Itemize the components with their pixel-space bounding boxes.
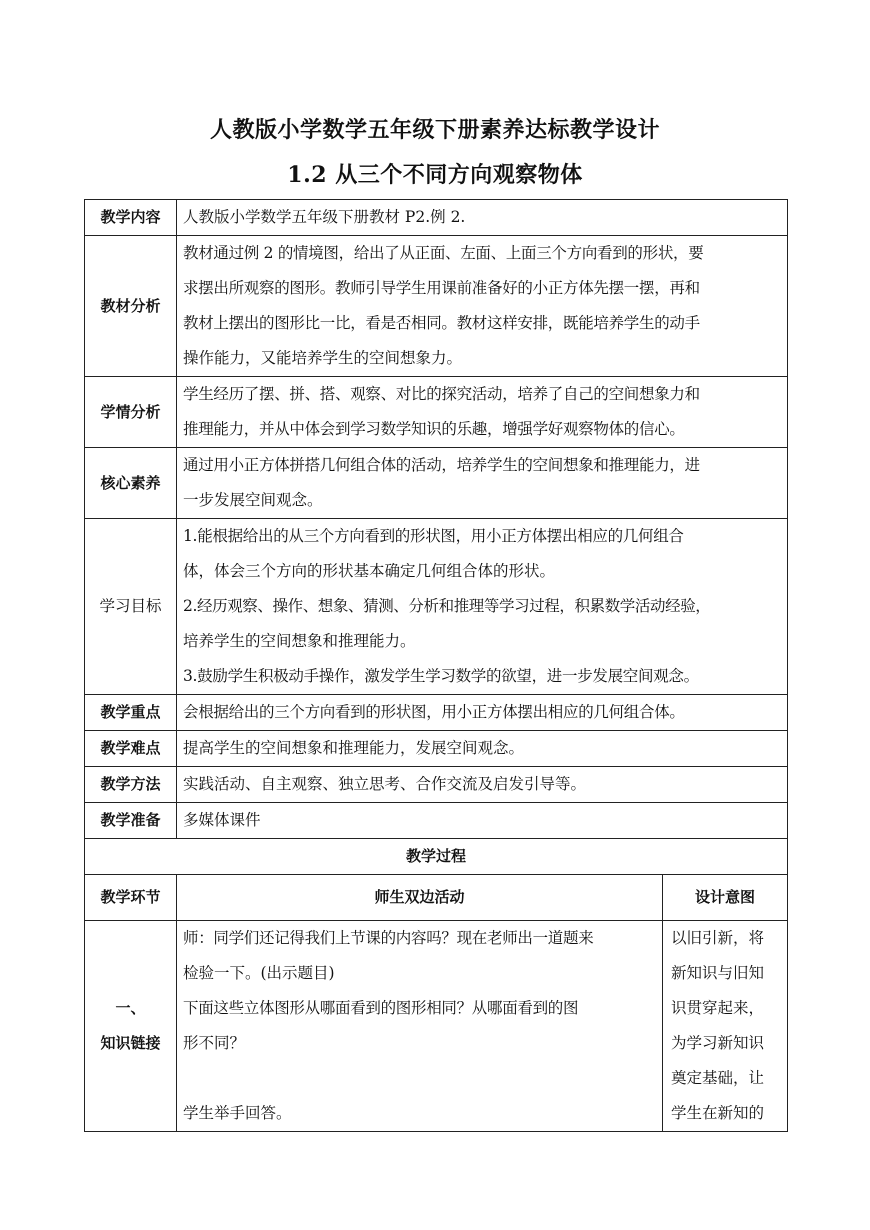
text-line: 识贯穿起来，: [671, 999, 765, 1017]
text-line: 学生举手回答。: [183, 1104, 292, 1122]
text-line: 一步发展空间观念。: [183, 491, 323, 509]
row-preparation: [85, 803, 788, 839]
row-text: [177, 236, 788, 377]
text-line: 提高学生的空间想象和推理能力，发展空间观念。: [183, 739, 525, 757]
row-text: [177, 448, 788, 519]
text-line: [183, 1061, 656, 1096]
text-line: 通过用小正方体拼搭几何组合体的活动，培养学生的空间想象和推理能力，进: [183, 456, 700, 474]
text-line: 实践活动、自主观察、独立思考、合作交流及启发引导等。: [183, 775, 587, 793]
row-methods: [85, 767, 788, 803]
text-line: 学生经历了摆、拼、搭、观察、对比的探究活动，培养了自己的空间想象力和: [183, 385, 700, 403]
lesson-plan-table: [84, 199, 788, 1132]
text-line: 会根据给出的三个方向看到的形状图，用小正方体摆出相应的几何组合体。: [183, 703, 685, 721]
stage-number: 一、: [115, 999, 146, 1017]
text-line: 师：同学们还记得我们上节课的内容吗？现在老师出一道题来: [183, 929, 594, 947]
stage-intent: [663, 921, 788, 1132]
row-label: 教学准备: [85, 803, 177, 839]
text-line: 体，体会三个方向的形状基本确定几何组合体的形状。: [183, 562, 556, 580]
text-line: 下面这些立体图形从哪面看到的图形相同？从哪面看到的图: [183, 999, 579, 1017]
text-line: 培养学生的空间想象和推理能力。: [183, 632, 416, 650]
text-line: 操作能力，又能培养学生的空间想象力。: [183, 349, 463, 367]
text-line: 3.鼓励学生积极动手操作，激发学生学习数学的欲望，进一步发展空间观念。: [183, 667, 699, 685]
row-label: 教学内容: [85, 200, 177, 236]
col-activity-header: 师生双边活动: [177, 875, 663, 921]
text-line: 新知识与旧知: [671, 964, 765, 982]
row-content: [85, 200, 788, 236]
stage-activity: [177, 921, 663, 1132]
text-line: 形不同？: [183, 1034, 246, 1052]
text-line: 教材通过例 2 的情境图，给出了从正面、左面、上面三个方向看到的形状，要: [183, 244, 704, 262]
row-difficulties: [85, 731, 788, 767]
text-line: 人教版小学数学五年级下册教材 P2.例 2.: [183, 208, 466, 226]
stage-name: 知识链接: [100, 1034, 161, 1052]
lesson-title: 1.2 从三个不同方向观察物体: [287, 162, 583, 188]
text-line: 以旧引新，将: [671, 929, 765, 947]
text-line: 求摆出所观察的图形。教师引导学生用课前准备好的小正方体先摆一摆，再和: [183, 279, 700, 297]
row-textbook-analysis: [85, 236, 788, 377]
col-stage-header: 教学环节: [85, 875, 177, 921]
row-learning-goals: [85, 519, 788, 695]
text-line: 教材上摆出的图形比一比，看是否相同。教材这样安排，既能培养学生的动手: [183, 314, 700, 332]
text-line: 推理能力，并从中体会到学习数学知识的乐趣，增强学好观察物体的信心。: [183, 420, 685, 438]
row-text: [177, 519, 788, 695]
col-intent-header: 设计意图: [663, 875, 788, 921]
row-text: [177, 731, 788, 767]
text-line: 检验一下。(出示题目): [183, 964, 335, 982]
row-text: [177, 695, 788, 731]
row-label: 教学难点: [85, 731, 177, 767]
row-key-points: [85, 695, 788, 731]
text-line: 1.能根据给出的从三个方向看到的形状图，用小正方体摆出相应的几何组合: [183, 527, 684, 545]
row-label: 核心素养: [85, 448, 177, 519]
stage-label: [85, 921, 177, 1132]
row-label: 教学重点: [85, 695, 177, 731]
row-stage-1: [85, 921, 788, 1132]
text-line: 为学习新知识: [671, 1034, 765, 1052]
document-title: 人教版小学数学五年级下册素养达标教学设计: [209, 117, 660, 143]
row-text: [177, 200, 788, 236]
row-label: 学习目标: [85, 519, 177, 695]
text-line: 2.经历观察、操作、想象、猜测、分析和推理等学习过程，积累数学活动经验，: [183, 597, 711, 615]
text-line: 奠定基础，让: [671, 1069, 765, 1087]
text-line: 多媒体课件: [183, 811, 261, 829]
row-label: 教学方法: [85, 767, 177, 803]
row-column-headers: [85, 875, 788, 921]
row-core-literacy: [85, 448, 788, 519]
row-label: 教材分析: [85, 236, 177, 377]
row-text: [177, 377, 788, 448]
row-text: [177, 803, 788, 839]
process-header: 教学过程: [85, 839, 788, 875]
row-student-analysis: [85, 377, 788, 448]
row-label: 学情分析: [85, 377, 177, 448]
row-process-header: [85, 839, 788, 875]
row-text: [177, 767, 788, 803]
text-line: 学生在新知的: [671, 1104, 765, 1122]
